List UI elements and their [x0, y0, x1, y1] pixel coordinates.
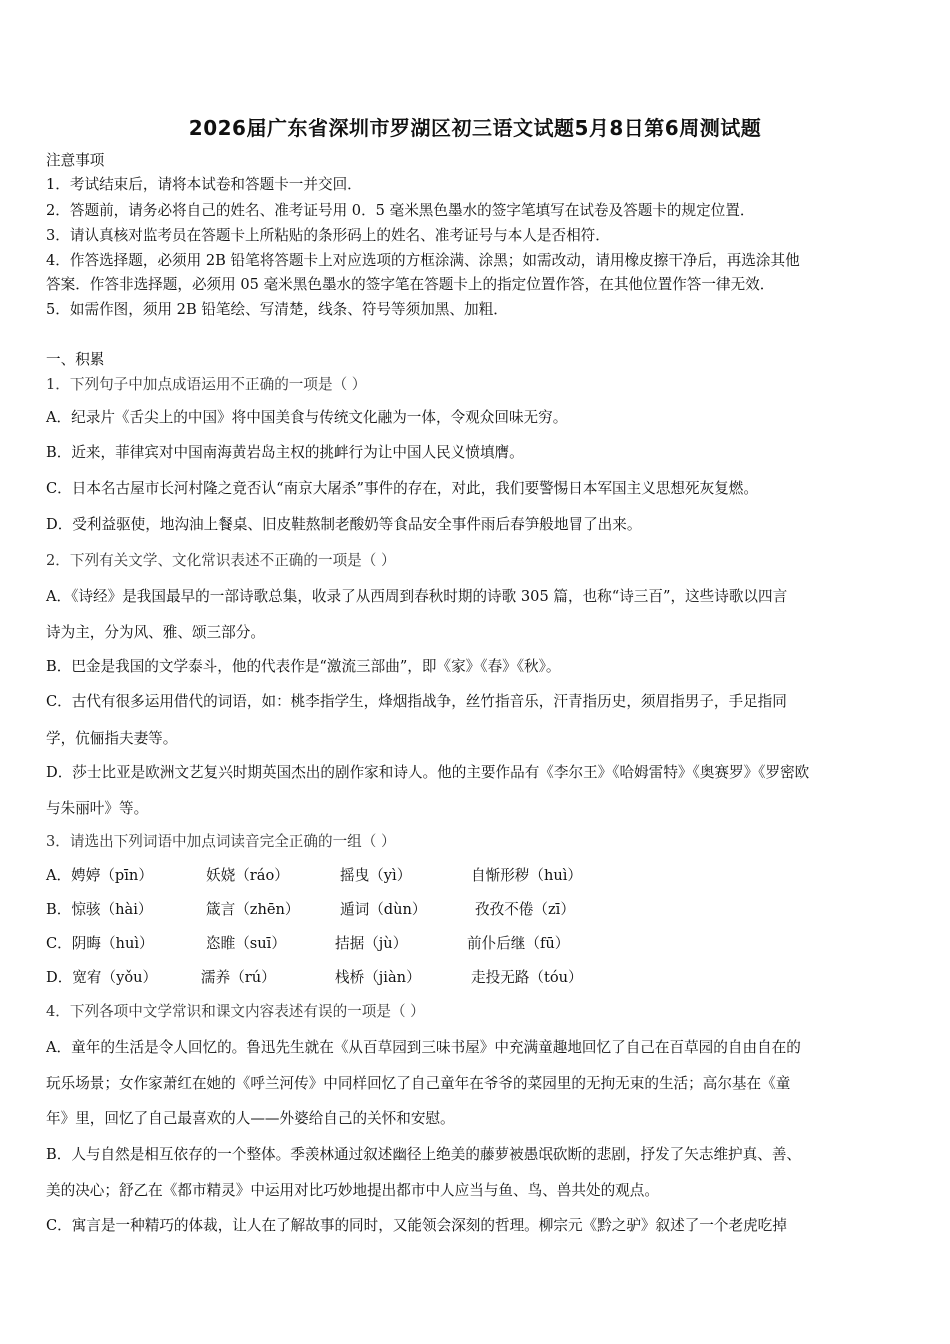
question-option: C．阴晦（huì）: [46, 935, 154, 952]
question-option: 学，伉俪指夫妻等。: [46, 730, 178, 747]
question-option: 恣睢（suī）: [206, 935, 286, 952]
question-option: 栈桥（jiàn）: [335, 969, 421, 986]
question-option: 年》里，回忆了自己最喜欢的人——外婆给自己的关怀和安慰。: [46, 1110, 455, 1127]
question-option: 妖娆（ráo）: [206, 867, 289, 884]
notice-line: 3．请认真核对监考员在答题卡上所粘贴的条形码上的姓名、准考证号与本人是否相符．: [46, 227, 610, 244]
question-option: 箴言（zhēn）: [206, 901, 300, 918]
question-option: 孜孜不倦（zī）: [475, 901, 575, 918]
notice-line: 答案．作答非选择题，必须用 05 毫米黑色墨水的签字笔在答题卡上的指定位置作答，在其他位置作答一律无效．: [46, 276, 775, 293]
question-stem: 1．下列句子中加点成语运用不正确的一项是（ ）: [46, 376, 367, 393]
question-option: 遁词（dùn）: [340, 901, 427, 918]
question-option: A．童年的生活是令人回忆的。鲁迅先生就在《从百草园到三味书屋》中充满童趣地回忆了自己在百草园的自由自在的: [46, 1039, 801, 1056]
question-option: 玩乐场景；女作家萧红在她的《呼兰河传》中同样回忆了自己童年在爷爷的菜园里的无拘无束的生活；高尔基在《童: [46, 1075, 791, 1092]
question-option: A．娉婷（pīn）: [46, 867, 153, 884]
question-option: 诗为主，分为风、雅、颂三部分。: [46, 624, 265, 641]
notice-line: 1．考试结束后，请将本试卷和答题卡一并交回．: [46, 176, 362, 193]
notice-line: 4．作答选择题，必须用 2B 铅笔将答题卡上对应选项的方框涂满、涂黑；如需改动，请用橡皮擦干净后，再选涂其他: [46, 252, 800, 269]
question-option: D．莎士比亚是欧洲文艺复兴时期英国杰出的剧作家和诗人。他的主要作品有《李尔王》《哈姆雷特》《奥赛罗》《罗密欧: [46, 764, 810, 781]
question-stem: 3．请选出下列词语中加点词读音完全正确的一组（ ）: [46, 833, 396, 850]
question-option: B．惊骇（hài）: [46, 901, 153, 918]
exam-title: 2026届广东省深圳市罗湖区初三语文试题5月8日第6周测试题: [188, 116, 762, 140]
question-option: A．《诗经》是我国最早的一部诗歌总集，收录了从西周到春秋时期的诗歌 305 篇，也称“诗三百”，这些诗歌以四言: [46, 588, 788, 605]
question-option: C．日本名古屋市长河村隆之竟否认“南京大屠杀”事件的存在，对此，我们要警惕日本军国主义思想死灰复燃。: [46, 480, 758, 497]
question-option: 自惭形秽（huì）: [471, 867, 583, 884]
question-option: 前仆后继（fū）: [467, 935, 570, 952]
question-option: 拮据（jù）: [335, 935, 408, 952]
question-option: C．寓言是一种精巧的体裁，让人在了解故事的同时，又能领会深刻的哲理。柳宗元《黔之驴》叙述了一个老虎吃掉: [46, 1217, 787, 1234]
notice-line: 2．答题前，请务必将自己的姓名、准考证号用 0．5 毫米黑色墨水的签字笔填写在试卷及答题卡的规定位置．: [46, 202, 755, 219]
question-option: B．近来，菲律宾对中国南海黄岩岛主权的挑衅行为让中国人民义愤填膺。: [46, 444, 524, 461]
question-option: B．巴金是我国的文学泰斗，他的代表作是“激流三部曲”，即《家》《春》《秋》。: [46, 658, 561, 675]
question-option: 走投无路（tóu）: [471, 969, 583, 986]
question-option: 摇曳（yì）: [340, 867, 412, 884]
notice-heading: 注意事项: [46, 152, 105, 169]
question-option: B．人与自然是相互依存的一个整体。季羡林通过叙述幽径上绝美的藤萝被愚氓砍断的悲剧，抒发了矢志维护真、善、: [46, 1146, 802, 1163]
question-option: 美的决心；舒乙在《都市精灵》中运用对比巧妙地提出都市中人应当与鱼、鸟、兽共处的观点。: [46, 1182, 659, 1199]
notice-line: 5．如需作图，须用 2B 铅笔绘、写清楚，线条、符号等须加黑、加粗．: [46, 301, 508, 318]
question-option: D．受利益驱使，地沟油上餐桌、旧皮鞋熬制老酸奶等食品安全事件雨后春笋般地冒了出来。: [46, 516, 642, 533]
question-option: 濡养（rú）: [201, 969, 276, 986]
section-heading: 一、积累: [46, 351, 105, 368]
question-stem: 4．下列各项中文学常识和课文内容表述有误的一项是（ ）: [46, 1003, 425, 1020]
question-option: C．古代有很多运用借代的词语，如：桃李指学生，烽烟指战争，丝竹指音乐，汗青指历史，须眉指男子，手足指同: [46, 693, 787, 710]
question-option: 与朱丽叶》等。: [46, 800, 149, 817]
question-option: D．宽宥（yǒu）: [46, 969, 158, 986]
question-option: A．纪录片《舌尖上的中国》将中国美食与传统文化融为一体，令观众回味无穷。: [46, 409, 568, 426]
question-stem: 2．下列有关文学、文化常识表述不正确的一项是（ ）: [46, 552, 396, 569]
